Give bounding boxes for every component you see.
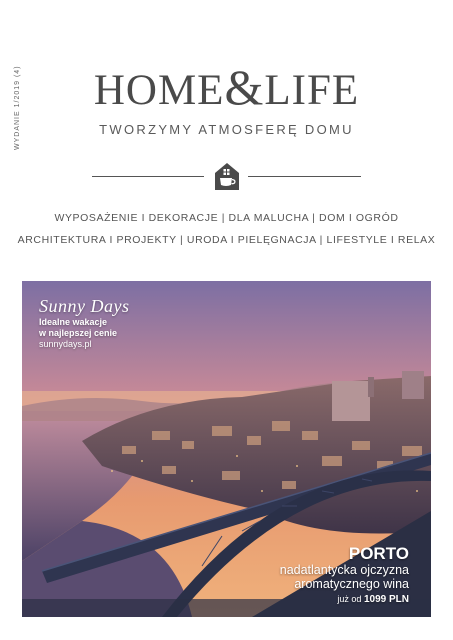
price-prefix: już od (337, 594, 362, 604)
destination-block (280, 544, 409, 605)
divider-left (92, 176, 204, 177)
ad-line-2: w najlepszej cenie (39, 328, 118, 338)
category-row-2: ARCHITEKTURA I PROJEKTY | URODA I PIELĘGNACJA | LIFESTYLE I RELAX (17, 234, 436, 246)
divider-right (248, 176, 361, 177)
category-row-1: WYPOSAŻENIE I DEKORACJE | DLA MALUCHA | DOM I OGRÓD (54, 212, 399, 224)
logo-life: LIFE (264, 67, 360, 114)
logo-ampersand: & (224, 59, 265, 115)
destination-price (280, 594, 409, 605)
destination-sub-1: nadatlantycka ojczyzna (279, 563, 409, 577)
price-value: 1099 PLN (363, 594, 409, 605)
ad-brand: Sunny Days (39, 296, 130, 316)
destination-title: PORTO (348, 544, 409, 563)
cover-ad (22, 281, 431, 617)
edition-label: WYDANIE 1/2019 (4) (14, 65, 21, 150)
tagline: TWORZYMY ATMOSFERĘ DOMU (99, 122, 354, 137)
house-cup-icon (211, 159, 243, 193)
magazine-logo (0, 59, 453, 116)
ad-url: sunnydays.pl (39, 339, 92, 349)
ad-line-1: Idealne wakacje (39, 317, 108, 327)
logo-home: HOME (93, 67, 225, 114)
promo-block (39, 296, 129, 350)
destination-sub-2: aromatycznego wina (294, 577, 409, 591)
